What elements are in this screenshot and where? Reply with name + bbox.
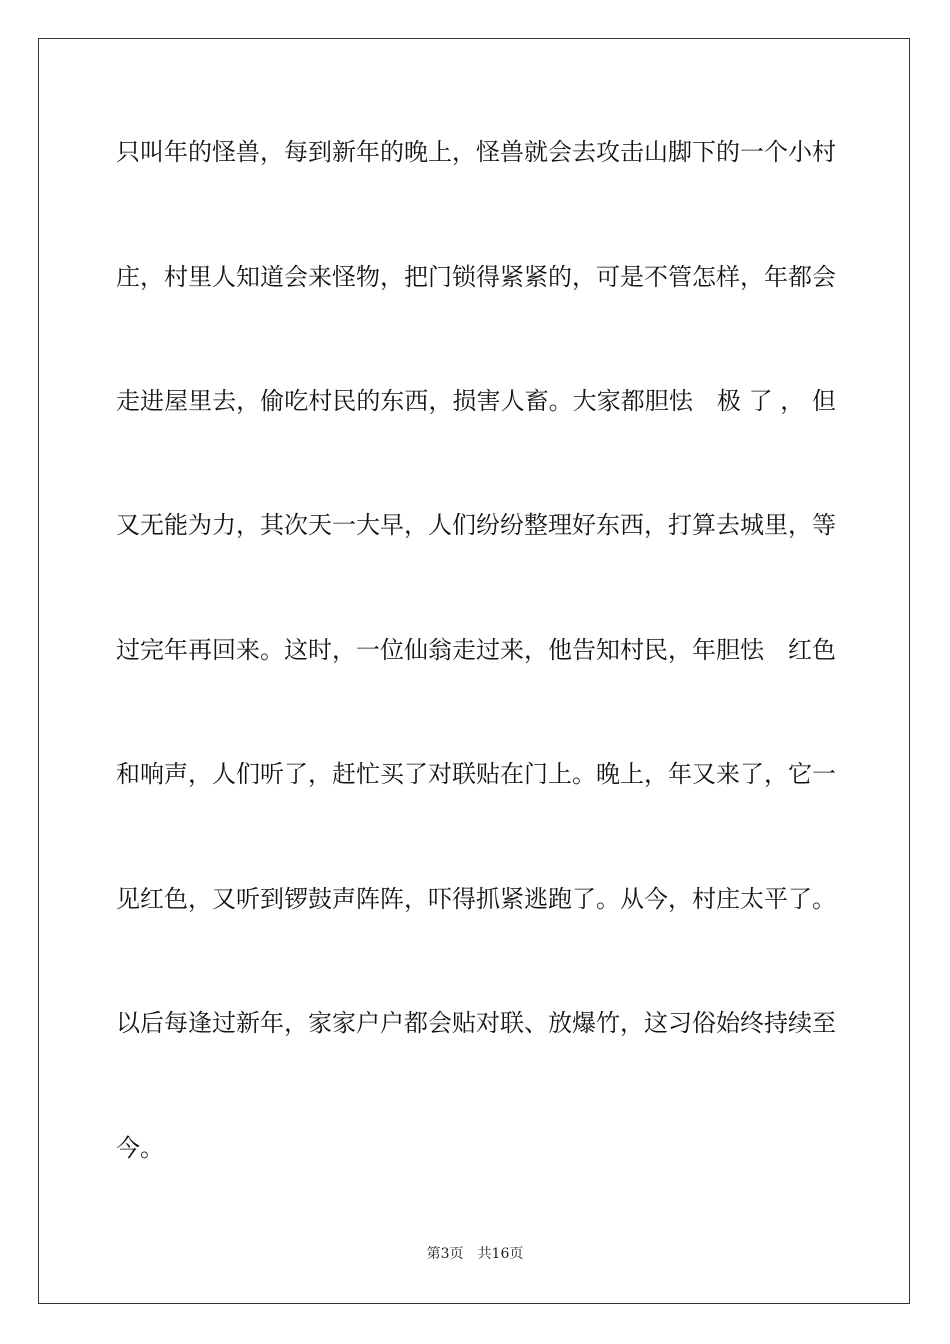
text-line-9: 今。	[116, 1134, 164, 1162]
page-number-footer: 第3页 共16页	[426, 1246, 524, 1262]
text-line-5: 过完年再回来。这时，一位仙翁走过来，他告知村民，年胆怯 红色	[116, 636, 836, 664]
text-line-2: 庄，村里人知道会来怪物，把门锁得紧紧的，可是不管怎样，年都会	[116, 263, 836, 291]
text-line-4: 又无能为力，其次天一大早，人们纷纷整理好东西，打算去城里，等	[116, 511, 836, 539]
text-line-7: 见红色，又听到锣鼓声阵阵，吓得抓紧逃跑了。从今，村庄太平了。	[116, 885, 836, 913]
text-line-1: 只叫年的怪兽，每到新年的晚上，怪兽就会去攻击山脚下的一个小村	[116, 138, 836, 166]
text-line-3: 走进屋里去，偷吃村民的东西，损害人畜。大家都胆怯 极 了 ， 但	[116, 387, 836, 415]
text-line-8: 以后每逢过新年，家家户户都会贴对联、放爆竹，这习俗始终持续至	[116, 1009, 836, 1037]
text-line-6: 和响声，人们听了，赶忙买了对联贴在门上。晚上，年又来了，它一	[116, 760, 836, 788]
body-text	[116, 0, 836, 1200]
